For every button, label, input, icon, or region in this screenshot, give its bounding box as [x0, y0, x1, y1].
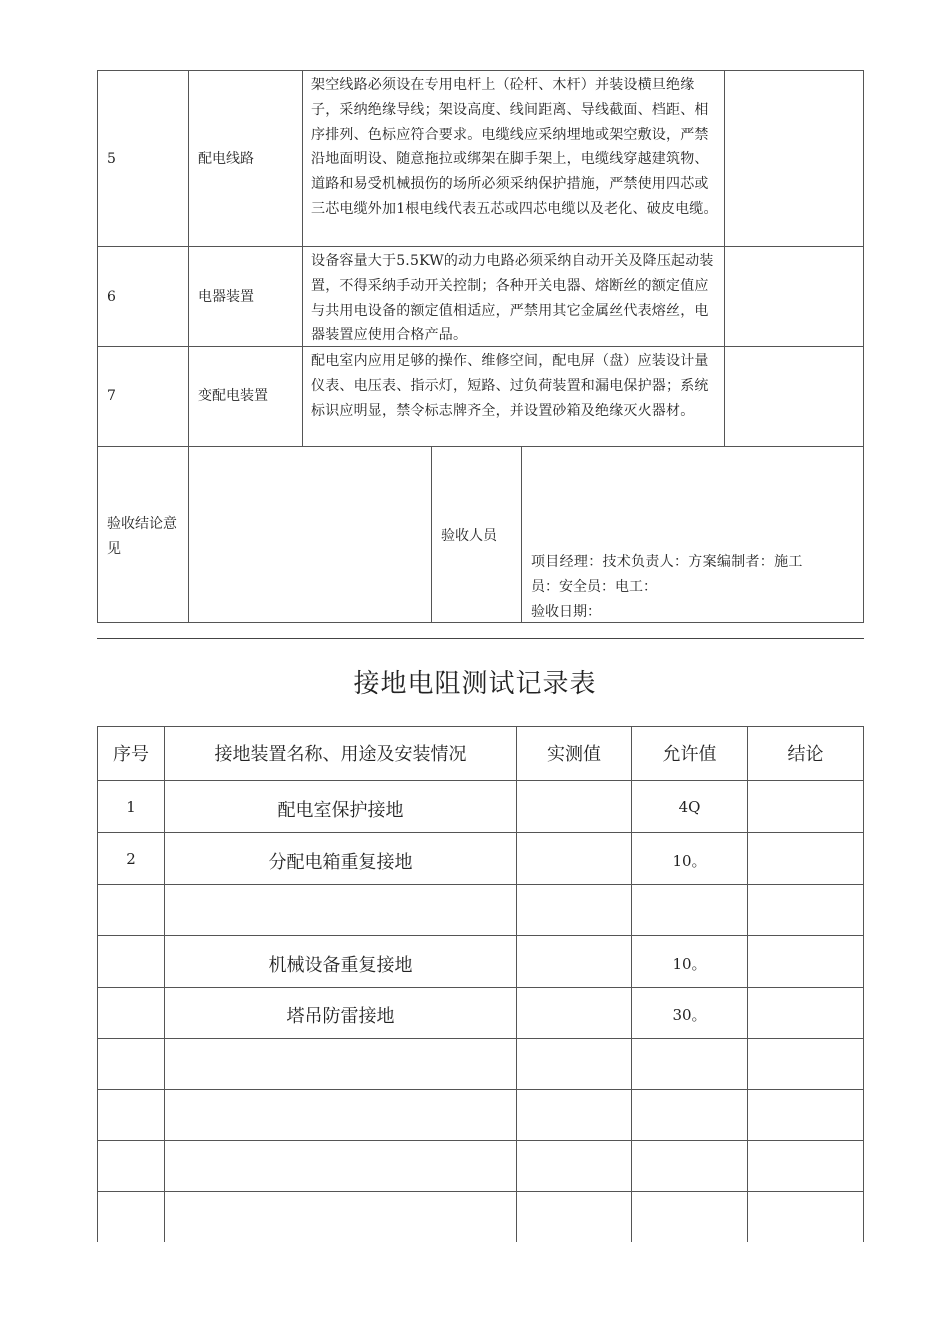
header-name: 接地装置名称、用途及安装情况 [214, 744, 467, 765]
row-allowed: 4Q [678, 798, 701, 816]
requirement-text: 配电室内应用足够的操作、维修空间，配电屏（盘）应装设计量仪表、电压表、指示灯，短路、过负荷装置和漏电保护器；系统标识应明显，禁令标志牌齐全，并设置砂箱及绝缘灭火器材。 [311, 353, 709, 419]
header-seq: 序号 [113, 744, 149, 765]
item-name: 电器装置 [198, 289, 254, 305]
row-number: 7 [107, 388, 116, 404]
row-device-name: 分配电箱重复接地 [268, 852, 413, 873]
row-device-name: 机械设备重复接地 [268, 955, 413, 976]
section-divider [97, 638, 864, 639]
row-number: 5 [107, 151, 116, 167]
header-measured: 实测值 [547, 744, 601, 765]
conclusion-label: 验收结论意见 [107, 516, 177, 557]
item-name: 变配电装置 [198, 388, 268, 404]
row-allowed: 10。 [672, 852, 707, 870]
row-seq: 2 [126, 850, 136, 868]
row-number: 6 [107, 289, 116, 305]
signatures-line-1: 项目经理：技术负责人：方案编制者：施工 [531, 554, 803, 570]
requirement-text: 架空线路必须设在专用电杆上（砼杆、木杆）并装设横旦绝缘子，采纳绝缘导线；架设高度、线间距离、导线截面、档距、相序排列、色标应符合要求。电缆线应采纳埋地或架空敷设，严禁沿地面明设、随意拖拉或绑架在脚手架上，电缆线穿越建筑物、道路和易受机械损伤的场所必须采纳保护措施，严禁使用四芯或三芯电缆外加1根电线代表五芯或四芯电缆以及老化、破皮电缆。 [311, 77, 718, 217]
inspectors-label: 验收人员 [441, 528, 497, 544]
requirement-text: 设备容量大于5.5KW的动力电路必须采纳自动开关及降压起动装置，不得采纳手动开关控制；各种开关电器、熔断丝的额定值应与共用电设备的额定值相适应，严禁用其它金属丝代表熔丝，电器装置应使用合格产品。 [311, 253, 714, 344]
signatures-line-2: 员：安全员：电工： [531, 579, 657, 595]
row-allowed: 10。 [672, 955, 707, 973]
row-seq: 1 [126, 798, 136, 816]
header-allowed: 允许值 [662, 744, 717, 765]
page-title: 接地电阻测试记录表 [353, 669, 597, 699]
row-allowed: 30。 [672, 1006, 707, 1024]
header-conclusion: 结论 [787, 744, 824, 765]
acceptance-date-label: 验收日期： [531, 604, 601, 620]
row-device-name: 塔吊防雷接地 [286, 1006, 395, 1027]
row-device-name: 配电室保护接地 [277, 800, 404, 821]
item-name: 配电线路 [198, 151, 254, 167]
